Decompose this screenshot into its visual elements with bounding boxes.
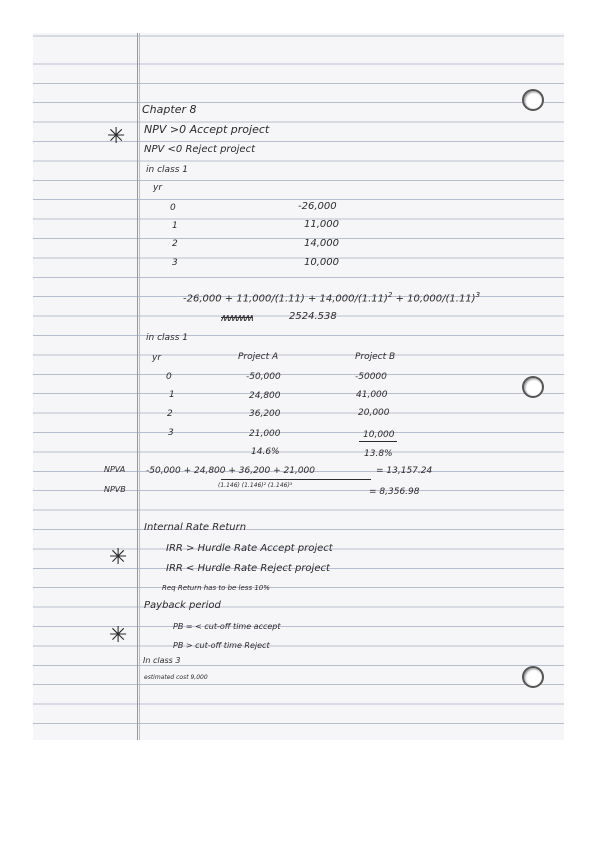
asterisk-icon: ✳ <box>107 124 126 149</box>
notebook-page <box>33 33 564 740</box>
irr-heading: Internal Rate Return <box>144 522 247 533</box>
npv-accept-rule: NPV >0 Accept project <box>144 123 270 136</box>
asterisk-icon: ✳ <box>109 623 128 648</box>
page-title: Chapter 8 <box>142 103 197 116</box>
underline <box>359 441 397 442</box>
payback-heading: Payback period <box>144 600 221 611</box>
npv-a-denominators: (1.146) (1.146)² (1.146)³ <box>218 482 293 489</box>
asterisk-icon: ✳ <box>109 545 128 570</box>
example2-project-a-cf: 24,800 <box>249 391 281 401</box>
example1-formula <box>183 291 480 304</box>
formula-text: -26,000 + 11,000/(1.11) + 14,000/(1.11) <box>183 293 388 305</box>
example2-header-yr: yr <box>152 353 162 363</box>
margin-line-secondary <box>139 33 140 740</box>
irr-note: Req Return has to be less 10% <box>162 584 270 592</box>
example1-result: 2524.538 <box>289 311 337 322</box>
fraction-bar <box>221 479 371 480</box>
example2-project-b-cf: 41,000 <box>356 390 388 400</box>
example1-cf: 10,000 <box>304 257 339 268</box>
example2-header-project-a: Project A <box>238 352 279 362</box>
punch-hole-top <box>524 91 542 109</box>
punch-hole-bottom <box>524 668 542 686</box>
npv-a-formula: -50,000 + 24,800 + 36,200 + 21,000 <box>146 466 316 476</box>
example2-project-b-cf: 10,000 <box>363 430 395 440</box>
class-label: In class 3 <box>143 656 181 665</box>
example1-yr: 0 <box>170 203 176 213</box>
example1-label: in class 1 <box>146 165 188 175</box>
example2-yr: 2 <box>167 409 173 419</box>
example1-cf: 14,000 <box>304 238 339 249</box>
irr-project-a: 14.6% <box>251 447 280 457</box>
npv-b-value: = 8,356.98 <box>369 487 420 497</box>
example2-project-a-cf: -50,000 <box>246 372 281 382</box>
irr-accept-rule: IRR > Hurdle Rate Accept project <box>166 543 333 554</box>
margin-line <box>137 33 138 740</box>
irr-project-b: 13.8% <box>364 449 393 459</box>
npv-a-label: NPVA <box>104 465 126 474</box>
example2-header-project-b: Project B <box>355 352 396 362</box>
example1-cf: -26,000 <box>298 201 337 212</box>
crossed-out-scribble: ʍʍʍʍ <box>221 311 253 324</box>
payback-reject-rule: PB > cut-off time Reject <box>173 641 270 650</box>
payback-accept-rule: PB = < cut-off time accept <box>173 622 281 631</box>
formula-exponent: 2 <box>387 291 393 299</box>
npv-a-value: = 13,157.24 <box>376 466 433 476</box>
example1-yr: 2 <box>172 239 178 249</box>
example2-project-b-cf: 20,000 <box>358 408 390 418</box>
formula-text: + 10,000/(1.11) <box>392 293 476 305</box>
example1-cf: 11,000 <box>304 219 339 230</box>
npv-reject-rule: NPV <0 Reject project <box>144 144 256 155</box>
estimated-cost: estimated cost 9,000 <box>144 674 208 681</box>
example2-project-a-cf: 36,200 <box>249 409 281 419</box>
example2-label: in class 1 <box>146 333 188 343</box>
example2-yr: 0 <box>166 372 172 382</box>
npv-b-label: NPVB <box>104 485 126 494</box>
formula-exponent: 3 <box>475 291 481 299</box>
example2-yr: 3 <box>168 428 174 438</box>
example1-yr-header: yr <box>153 183 163 193</box>
example2-project-b-cf: -50000 <box>355 372 387 382</box>
example1-yr: 3 <box>172 258 178 268</box>
irr-reject-rule: IRR < Hurdle Rate Reject project <box>166 563 330 574</box>
punch-hole-middle <box>524 378 542 396</box>
example2-project-a-cf: 21,000 <box>249 429 281 439</box>
example2-yr: 1 <box>169 390 175 400</box>
example1-yr: 1 <box>172 221 178 231</box>
